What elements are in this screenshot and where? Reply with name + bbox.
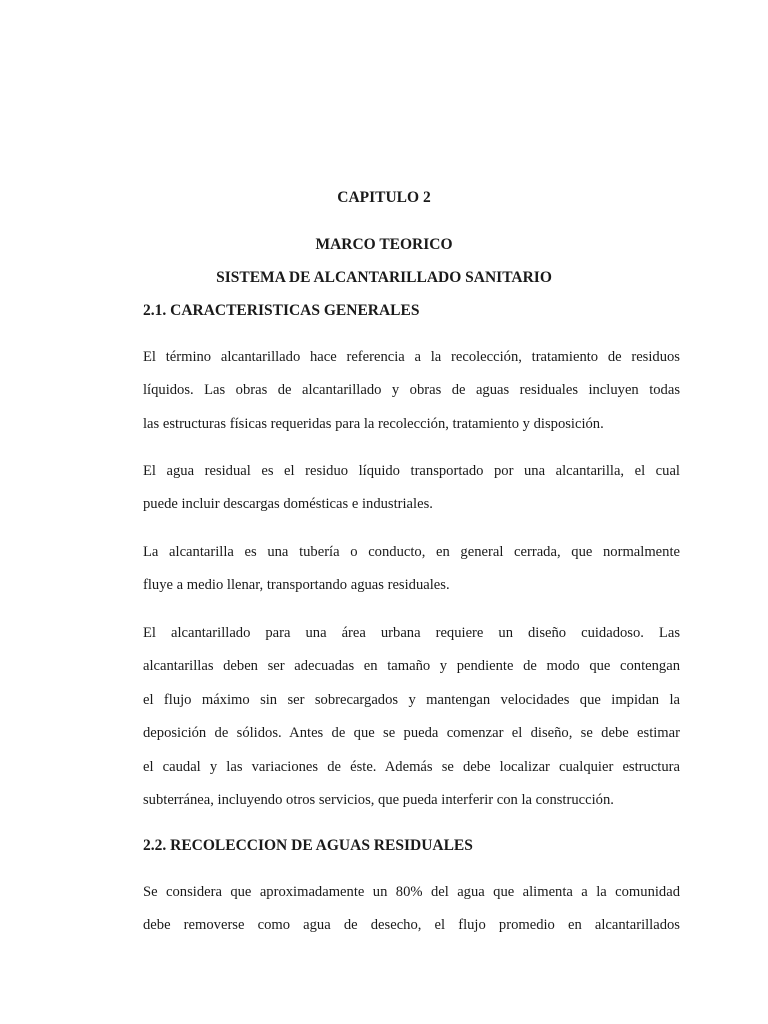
paragraph-line: El término alcantarillado hace referencia a la recolección, tratamiento de residuos [143, 349, 680, 365]
paragraph [143, 876, 680, 943]
paragraph-line: el caudal y las variaciones de éste. Además se debe localizar cualquier estructura [143, 758, 680, 775]
paragraph-line: subterránea, incluyendo otros servicios, que pueda interferir con la construcción. [143, 791, 614, 808]
paragraph-line: El agua residual es el residuo líquido transportado por una alcantarilla, el cual [143, 463, 680, 479]
paragraph [143, 341, 680, 441]
paragraph-line: deposición de sólidos. Antes de que se pueda comenzar el diseño, se debe estimar [143, 725, 680, 742]
paragraph-line: debe removerse como agua de desecho, el flujo promedio en alcantarillados [143, 917, 680, 934]
chapter-heading: CAPITULO 2 [337, 189, 431, 206]
document-subtitle: SISTEMA DE ALCANTARILLADO SANITARIO [216, 269, 552, 286]
paragraph-line: El alcantarillado para una área urbana requiere un diseño cuidadoso. Las [143, 625, 680, 641]
document-title: MARCO TEORICO [315, 236, 453, 253]
paragraph [143, 536, 680, 603]
paragraph-line: las estructuras físicas requeridas para la recolección, tratamiento y disposición. [143, 415, 604, 432]
paragraph-line: líquidos. Las obras de alcantarillado y obras de aguas residuales incluyen todas [143, 382, 680, 399]
paragraph-line: el flujo máximo sin ser sobrecargados y mantengan velocidades que impidan la [143, 691, 680, 708]
paragraph-line: puede incluir descargas domésticas e industriales. [143, 496, 433, 513]
section-heading-2-1: 2.1. CARACTERISTICAS GENERALES [143, 302, 420, 319]
paragraph-line: Se considera que aproximadamente un 80% del agua que alimenta a la comunidad [143, 884, 680, 900]
paragraph [143, 455, 680, 522]
paragraph-line: alcantarillas deben ser adecuadas en tamaño y pendiente de modo que contengan [143, 658, 680, 675]
section-heading-2-2: 2.2. RECOLECCION DE AGUAS RESIDUALES [143, 837, 473, 854]
paragraph [143, 617, 680, 817]
paragraph-line: fluye a medio llenar, transportando aguas residuales. [143, 577, 450, 594]
paragraph-line: La alcantarilla es una tubería o conducto, en general cerrada, que normalmente [143, 544, 680, 560]
